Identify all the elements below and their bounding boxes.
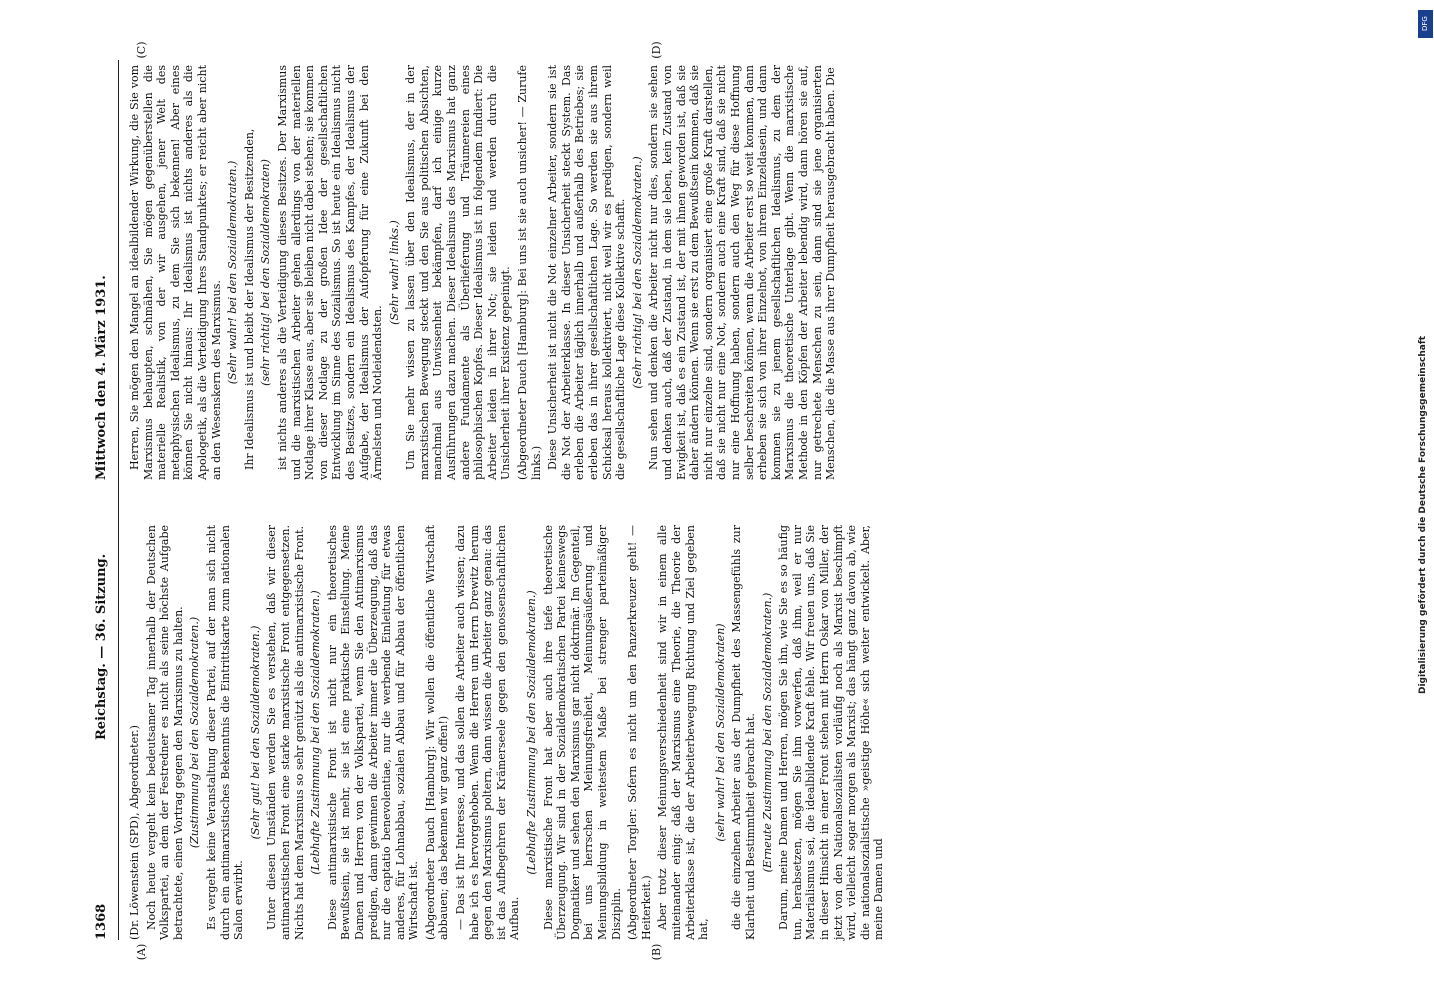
paragraph: ist nichts anderes als die Verteidigung dieses Besitzes. Der Marxismus und die marxistischen Arbeiter gehen allerdings von der materiellen Notlage ihrer Klasse aus, aber sie bleiben nicht dabei stehen; sie kommen von dieser Notlage zu der großen Idee der gesellschaftlichen Entwicklung im Sinne des Sozialismus. So ist heute ein Idealismus nicht des Besitzes, sondern ein Idealismus des Kampfes, der Idealismus der Aufgabe, der Idealismus der Aufopferung für eine Zukunft bei den Ärmelsten und Notleidendsten.	[275, 65, 385, 480]
right-column	[128, 65, 841, 480]
speaker-line: (Abgeordneter Dauch [Hamburg]: Wir wollen die öffentliche Wirtschaft abbauen; das bekennen wir ganz offen!)	[423, 525, 451, 940]
interjection: (sehr richtig! bei den Sozialdemokraten)	[259, 159, 273, 386]
scanned-page	[90, 41, 1390, 961]
dfg-sidebar	[1418, 10, 1434, 694]
interjection: (Sehr wahr! bei den Sozialdemokraten.)	[226, 160, 240, 385]
paragraph: Ihr Idealismus ist und bleibt der Idealismus der Besitzenden,	[242, 128, 256, 470]
paragraph: Darum, meine Damen und Herren, mögen Sie ihn, wie Sie es so häufig tun, herabsetzen, mögen Sie ihm vorwerfen, daß ihm, weil er nur Materialismus sei, die idealbildende Kraft fehle. Wir freuen uns, daß Sie in dieser Hinsicht in einer Front stehen mit Herrn Oskar von Miller, der jetzt von den Nationalsozialisten vorläufig noch als Marxist beschimpft wird, vielleicht sogar morgen als Marxist; das hängt ganz davon ab, wie die nationalsozialistische »geistige Höhe« sich weiter entwickelt. Aber, meine Damen und	[777, 525, 886, 940]
speaker-line: (Abgeordneter Torgler: Sofern es nicht um den Panzerkreuzer geht! — Heiterkeit.)	[626, 525, 653, 940]
interjection: (Sehr gut! bei den Sozialdemokraten.)	[248, 625, 262, 840]
paragraph: Unter diesen Umständen werden Sie es verstehen, daß wir dieser antimarxistischen Front eine starke marxistische Front entgegensetzen. Nichts hat dem Marxismus so sehr genützt als die antimarxistische Front.	[265, 525, 306, 940]
margin-mark-d: (D)	[650, 41, 663, 59]
paragraph: Diese marxistische Front hat aber auch ihre tiefe theoretische Überzeugung. Wir sind in der Sozialdemokratischen Partei keineswegs Dogmatiker und sehen den Marxismus gar nicht doktrinär. Im Gegenteil, bei uns herrschen Meinungsfreiheit, Meinungsäußerung und Meinungsbildung in weitestem Maße bei strenger parteimäßiger Disziplin.	[541, 525, 623, 940]
page-number: 1368	[94, 903, 109, 940]
margin-mark-a: (A)	[135, 943, 148, 961]
interjection: (Zustimmung bei den Sozialdemokraten.)	[188, 616, 202, 849]
interjection: (Sehr wahr! links.)	[387, 220, 401, 325]
paragraph: die die einzelnen Arbeiter aus der Dumpfheit des Massengefühls zur Klarheit und Bestimmtheit gebracht hat.	[730, 525, 757, 940]
paragraph: — Das ist Ihr Interesse, und das sollen die Arbeiter auch wissen; dazu habe ich es hervorgehoben. Wenn die Herren um Herrn Drewitz herum gegen den Marxismus poltern, dann wissen die Arbeiter ganz genau: das ist das Aufbegehren der Krämerseele gegen den genossenschaftlichen Aufbau.	[454, 525, 522, 940]
interjection: (sehr wahr! bei den Sozialdemokraten)	[713, 623, 727, 842]
margin-mark-c: (C)	[135, 41, 148, 59]
interjection: (Lebhafte Zustimmung bei den Sozialdemokraten.)	[525, 590, 539, 875]
page-header	[90, 60, 118, 940]
speaker-line: (Dr. Löwenstein (SPD), Abgeordneter.)	[128, 725, 141, 940]
paragraph: Herren, Sie mögen den Mangel an idealbildender Wirkung, die Sie vom Marxismus behaupten, schmähen, Sie mögen gegenüberstellen die materielle Realistik, von der wir ausgehen, jener Welt des metaphysischen Idealismus, zu dem Sie sich bekennen! Aber eines können Sie nicht hinaus: Ihr Idealismus ist nichts anderes als die Apologetik, als die Verteidigung Ihres Standpunktes; er reicht aber nicht an den Wesenskern des Marxismus.	[128, 65, 223, 480]
left-column	[128, 525, 889, 940]
paragraph: Diese Unsicherheit ist nicht die Not einzelner Arbeiter, sondern sie ist die Not der Arbeiterklasse. In dieser Unsicherheit steckt System. Das erleben die Arbeiter täglich innerhalb und außerhalb des Betriebes; sie erleben das in ihrer gesellschaftlichen Lage. So werden sie aus ihrem Schicksal heraus kollektiviert, nicht weil wir es predigen, sondern weil die gesellschaftliche Lage diese Kollektive schafft.	[546, 65, 628, 480]
header-right-title: Mittwoch den 4. März 1931.	[94, 275, 109, 480]
interjection: (Lebhafte Zustimmung bei den Sozialdemokraten.)	[309, 590, 323, 875]
interjection: (Sehr richtig! bei den Sozialdemokraten.)	[630, 156, 644, 389]
header-rule	[118, 60, 119, 940]
dfg-notice: Digitalisierung gefördert durch die Deutsche Forschungsgemeinschaft	[1418, 335, 1428, 694]
paragraph: Um Sie mehr wissen zu lassen über den Idealismus, der in der marxistischen Bewegung steckt und den Sie aus politischen Absichten, manchmal aus Unwissenheit bekämpfen, darf ich einige kurze Ausführungen dazu machen. Dieser Idealismus des Marxismus hat ganz andere Fundamente als Überlieferung und Träumereien eines philosophischen Kopfes. Dieser Idealismus ist in folgendem fundiert: Die Arbeiter leiden in ihrer Not; sie leiden und werden durch die Unsicherheit ihrer Existenz gepeinigt.	[404, 65, 513, 480]
paragraph: Es vergeht keine Veranstaltung dieser Partei, auf der man sich nicht durch ein antimarxistisches Bekenntnis die Eintrittskarte zum nationalen Salon erwirbt.	[204, 525, 246, 940]
margin-mark-b: (B)	[650, 943, 663, 961]
header-left-title: Reichstag. — 36. Sitzung.	[94, 553, 109, 740]
dfg-logo: DFG	[1418, 10, 1433, 38]
paragraph: Nun sehen und denken die Arbeiter nicht nur dies, sondern sie sehen und denken auch, daß der Zustand, in dem sie leben, kein Zustand von Ewigkeit ist, daß es ein Zustand ist, der mit ihnen geworden ist, daß sie daher ändern können. Wenn sie erst zu dem Bewußtsein kommen, daß sie nicht nur einzelne sind, sondern organisiert eine große Kraft darstellen, daß sie nicht nur eine Not, sondern auch eine Kraft sind, daß sie nicht nur eine Hoffnung haben, sondern auch den Weg für diese Hoffnung selber beschreiten können, wenn die Arbeiter erst so weit kommen, dann erheben sie sich von ihrer Einzelnot, von ihrem Einzeldasein, und dann kommen sie zu jenem gesellschaftlichen Idealismus, zu dem der Marxismus die theoretische Unterlage gibt. Wenn die marxistische Methode in den Köpfen der Arbeiter lebendig wird, dann hören sie auf, nur getrechete Menschen zu sein, dann sind sie jene organisierten Menschen, die die Masse aus ihrer Dumpfheit herausgebracht haben. Die	[647, 65, 838, 480]
speaker-line: (Abgeordneter Dauch [Hamburg]: Bei uns ist sie auch unsicher! — Zurufe links.)	[516, 65, 543, 480]
paragraph: Diese antimarxistische Front ist nicht nur ein theoretisches Bewußtsein, sie ist mehr, sie ist eine praktische Einstellung. Meine Damen und Herren von der Volkspartei, wenn Sie den Antimarxismus predigen, dann gewinnen die Arbeiter immer die Überzeugung, daß das nur die captatio benevolentiae, nur die werbende Einleitung für etwas anderes, für Lohnabbau, sozialen Abbau und für Abbau der öffentlichen Wirtschaft ist.	[325, 525, 421, 940]
paragraph: Aber trotz dieser Meinungsverschiedenheit sind wir in einem alle miteinander einig: daß der Marxismus eine Theorie, die Theorie der Arbeiterklasse ist, die der Arbeiterbewegung Richtung und Ziel gegeben hat,	[656, 525, 711, 940]
paragraph: Noch heute vergeht kein bedeutsamer Tag innerhalb der Deutschen Volkspartei, an dem der Festredner es nicht als seine höchste Aufgabe betrachtete, einen Vortrag gegen den Marxismus zu halten.	[144, 525, 185, 940]
interjection: (Erneute Zustimmung bei den Sozialdemokraten.)	[760, 592, 774, 873]
